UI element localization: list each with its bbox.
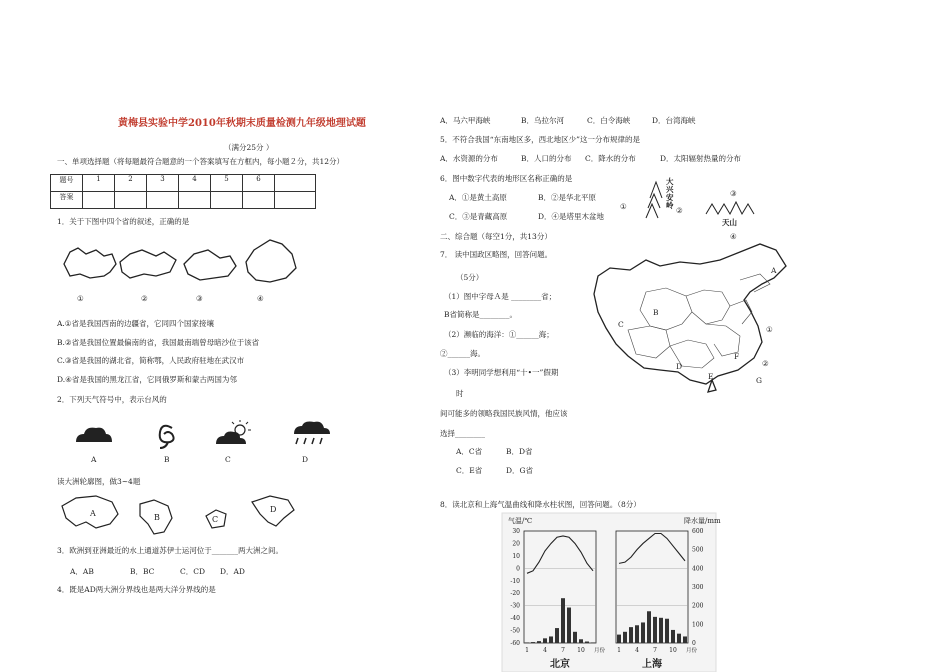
- precip-tick-label: 600: [692, 528, 704, 535]
- q7-option-a: A．C省: [456, 447, 483, 456]
- chart-city-title: 上海: [642, 659, 662, 670]
- q3-option-b: B．BC: [130, 567, 155, 576]
- answer-table: [50, 174, 316, 209]
- q3-option-c: C．CD: [180, 567, 205, 576]
- q6-stem: 6．图中数字代表的地形区名称正确的是: [440, 174, 573, 183]
- map-label-d: D: [676, 362, 683, 371]
- q3-stem: 3．欧洲到亚洲最近的水上通道苏伊士运河位于_______两大洲之间。: [57, 546, 284, 555]
- x-tick-label: 10: [577, 647, 585, 654]
- precip-bar: [525, 642, 529, 643]
- map-label-g: G: [756, 376, 762, 385]
- q1-option-b: B.②省是我国位置最偏南的省，我国最南端曾母暗沙位于该省: [57, 338, 260, 347]
- map-label-a: A: [771, 266, 777, 275]
- q4-option-a: A．马六甲海峡: [440, 116, 491, 125]
- climate-chart: [502, 513, 721, 672]
- table-cell: 4: [179, 175, 211, 192]
- q7-option-d: D．G省: [506, 466, 534, 475]
- section2-heading: 二、综合题（每空1分，共13分）: [440, 232, 552, 241]
- precip-bar: [617, 635, 621, 643]
- precip-bar: [623, 632, 627, 643]
- province-label-2: ②: [141, 294, 148, 303]
- precip-bar: [629, 627, 633, 643]
- temp-axis-label: 气温/℃: [508, 517, 533, 525]
- table-cell: 2: [115, 175, 147, 192]
- q1-option-c: C.③省是我国的湖北省，简称鄂，人民政府驻地在武汉市: [57, 356, 245, 365]
- q5-option-c: C．降水的分布: [585, 154, 636, 163]
- q7-points: （5分）: [456, 273, 484, 282]
- table-cell: 3: [147, 175, 179, 192]
- terrain-label-tianshan: 天山: [722, 218, 737, 227]
- score-note: （满分25分 ）: [224, 143, 274, 152]
- temp-tick-label: 0: [516, 565, 520, 573]
- q3-option-d: D．AD: [220, 567, 245, 576]
- province-label-1: ①: [77, 294, 84, 303]
- precip-bar: [641, 622, 645, 643]
- province-label-3: ③: [196, 294, 203, 303]
- x-tick-label: 4: [635, 647, 639, 654]
- precip-bar: [665, 619, 669, 643]
- answer-cell[interactable]: [275, 192, 316, 209]
- answer-cell[interactable]: [115, 192, 147, 209]
- precip-bar: [591, 642, 595, 643]
- temp-tick-label: -40: [510, 615, 520, 623]
- mountain-icon: [646, 182, 662, 218]
- chart-city-title: 北京: [550, 659, 570, 670]
- temp-tick-label: 20: [512, 540, 520, 548]
- q7-sub3b: 时: [456, 389, 464, 398]
- province-outline-4: [246, 240, 296, 282]
- continent-letter-a: A: [90, 509, 96, 518]
- precip-tick-label: 0: [692, 640, 696, 647]
- precip-bar: [635, 625, 639, 643]
- temp-tick-label: 10: [512, 552, 520, 560]
- terrain-label-4: ④: [730, 232, 737, 241]
- page-title: 黄梅县实验中学2010年秋期末质量检测九年级地理试题: [118, 118, 366, 129]
- map-label-f: F: [734, 352, 740, 361]
- answer-cell[interactable]: [83, 192, 115, 209]
- continent-letter-b: B: [154, 513, 160, 522]
- temp-tick-label: -30: [510, 602, 520, 610]
- x-tick-label: 10: [669, 647, 677, 654]
- q5-option-a: A．水资源的分布: [440, 154, 498, 163]
- q3-option-a: A．AB: [70, 567, 94, 576]
- q7-stem: 7． 读中国政区略图，回答问题。: [440, 250, 553, 259]
- terrain-label-daxinganling: 大兴安岭: [666, 177, 674, 210]
- typhoon-icon: [160, 426, 174, 448]
- precip-tick-label: 200: [692, 602, 704, 610]
- x-tick-label: 7: [561, 647, 565, 654]
- precip-bar: [549, 636, 553, 643]
- q4-option-d: D．台湾海峡: [652, 116, 696, 125]
- q2-stem: 2．下列天气符号中，表示台风的: [57, 395, 167, 404]
- q1-stem: 1．关于下图中四个省的叙述，正确的是: [57, 217, 190, 226]
- q8-stem: 8．读北京和上海气温曲线和降水柱状图，回答问题。（8分）: [440, 500, 641, 509]
- precip-bar: [543, 638, 547, 643]
- precip-bar: [579, 639, 583, 643]
- temp-tick-label: -50: [510, 627, 520, 635]
- q7-sub1b: B省简称是________。: [444, 310, 518, 319]
- precip-tick-label: 300: [692, 584, 704, 591]
- q7-sub2: （2）濒临的海洋：①______海；: [444, 330, 554, 339]
- continent-outlines-figure: [56, 492, 316, 536]
- q6-option-d: D．④是塔里木盆地: [538, 212, 605, 221]
- table-cell: 1: [83, 175, 115, 192]
- q5-stem: 5．不符合我国“东南地区多，西北地区少”这一分布规律的是: [440, 135, 640, 144]
- china-map-figure: [590, 240, 790, 398]
- answer-cell[interactable]: [179, 192, 211, 209]
- map-label-b: B: [653, 308, 659, 317]
- map-label-e: E: [708, 372, 714, 381]
- q1-option-d: D.④省是我国的黑龙江省，它同俄罗斯和蒙古两国为邻: [57, 375, 237, 384]
- q7-option-b: B．D省: [506, 447, 533, 456]
- q7-option-c: C．E省: [456, 466, 483, 475]
- precip-tick-label: 500: [692, 546, 704, 554]
- temp-tick-label: -20: [510, 590, 520, 598]
- precip-bar: [585, 642, 589, 643]
- weather-symbols-figure: [72, 420, 332, 450]
- temp-tick-label: -10: [510, 577, 520, 585]
- weather-label-b: B: [164, 455, 170, 464]
- q7-sub3c: 间可能多的领略我国民族风情，他应该: [440, 409, 568, 418]
- q3-4-intro: 读大洲轮廓图，做3~4题: [57, 477, 141, 486]
- province-outline-3: [184, 250, 236, 280]
- terrain-label-1: ①: [620, 202, 627, 211]
- x-tick-label: 7: [653, 647, 657, 654]
- precip-bar: [653, 617, 657, 643]
- precip-bar: [671, 630, 675, 643]
- precip-axis-label: 降水量/mm: [684, 517, 721, 525]
- table-cell: [275, 175, 316, 192]
- precip-bar: [659, 618, 663, 643]
- province-outline-2: [120, 250, 176, 278]
- q5-option-d: D．太阳辐射热量的分布: [660, 154, 742, 163]
- table-row-label: 答案: [51, 192, 83, 209]
- precip-bar: [555, 628, 559, 643]
- precip-tick-label: 100: [692, 621, 704, 629]
- answer-cell[interactable]: [147, 192, 179, 209]
- x-tick-label: 1: [525, 647, 529, 654]
- precip-bar: [683, 636, 687, 643]
- answer-cell[interactable]: [243, 192, 275, 209]
- q4-option-b: B．乌拉尔河: [521, 116, 565, 125]
- q7-sub3: （3）李明同学想利用“十•一”假期: [444, 368, 559, 377]
- answer-cell[interactable]: [211, 192, 243, 209]
- q7-sub3d: 选择________: [440, 429, 485, 438]
- continent-letter-c: C: [212, 515, 219, 524]
- weather-label-d: D: [302, 455, 309, 464]
- terrain-label-2: ②: [676, 206, 683, 215]
- x-tick-label: 4: [543, 647, 547, 654]
- q6-option-a: A．①是黄土高原: [449, 193, 507, 202]
- sun-cloud-icon: [216, 420, 251, 444]
- q7-sub2b: ②______海。: [440, 349, 485, 358]
- section1-heading: 一、单项选择题（将每题最符合题意的一个答案填写在方框内，每小题２分，共12分）: [57, 157, 345, 166]
- cloud-icon: [76, 428, 112, 442]
- q6-option-b: B．②是华北平原: [538, 193, 597, 202]
- terrain-figure: [616, 174, 772, 244]
- weather-label-c: C: [225, 455, 231, 464]
- x-unit-label: 月份: [594, 648, 606, 654]
- q4-stem: 4．既是AD两大洲分界线也是两大洋分界线的是: [57, 585, 216, 594]
- map-label-sea-1: ①: [766, 325, 773, 334]
- rain-cloud-icon: [294, 422, 330, 445]
- map-label-sea-2: ②: [762, 359, 769, 368]
- q6-option-c: C．③是青藏高原: [449, 212, 508, 221]
- precip-bar: [567, 608, 571, 643]
- mountain-icon: [706, 202, 754, 214]
- q4-option-c: C．白令海峡: [587, 116, 631, 125]
- x-unit-label: 月份: [686, 648, 698, 654]
- precip-bar: [573, 632, 577, 643]
- province-outlines-figure: [60, 234, 300, 294]
- terrain-label-3: ③: [730, 189, 737, 198]
- continent-letter-d: D: [270, 505, 277, 514]
- precip-bar: [677, 634, 681, 643]
- weather-label-a: A: [91, 455, 97, 464]
- table-row-label: 题号: [51, 175, 83, 192]
- precip-bar: [537, 641, 541, 643]
- precip-bar: [561, 598, 565, 643]
- q1-option-a: A.①省是我国西南的边疆省，它同四个国家接壤: [57, 319, 215, 328]
- map-label-c: C: [618, 320, 624, 329]
- q5-option-b: B．人口的分布: [521, 154, 572, 163]
- table-cell: 5: [211, 175, 243, 192]
- temp-tick-label: 30: [512, 528, 520, 535]
- precip-tick-label: 400: [692, 565, 704, 573]
- x-tick-label: 1: [617, 647, 621, 654]
- precip-bar: [647, 611, 651, 643]
- table-cell: 6: [243, 175, 275, 192]
- province-label-4: ④: [257, 294, 264, 303]
- province-outline-1: [64, 248, 116, 278]
- q7-sub1: （1）图中字母Ａ是 ________省；: [444, 292, 557, 301]
- precip-bar: [531, 642, 535, 643]
- temp-tick-label: -60: [510, 640, 520, 647]
